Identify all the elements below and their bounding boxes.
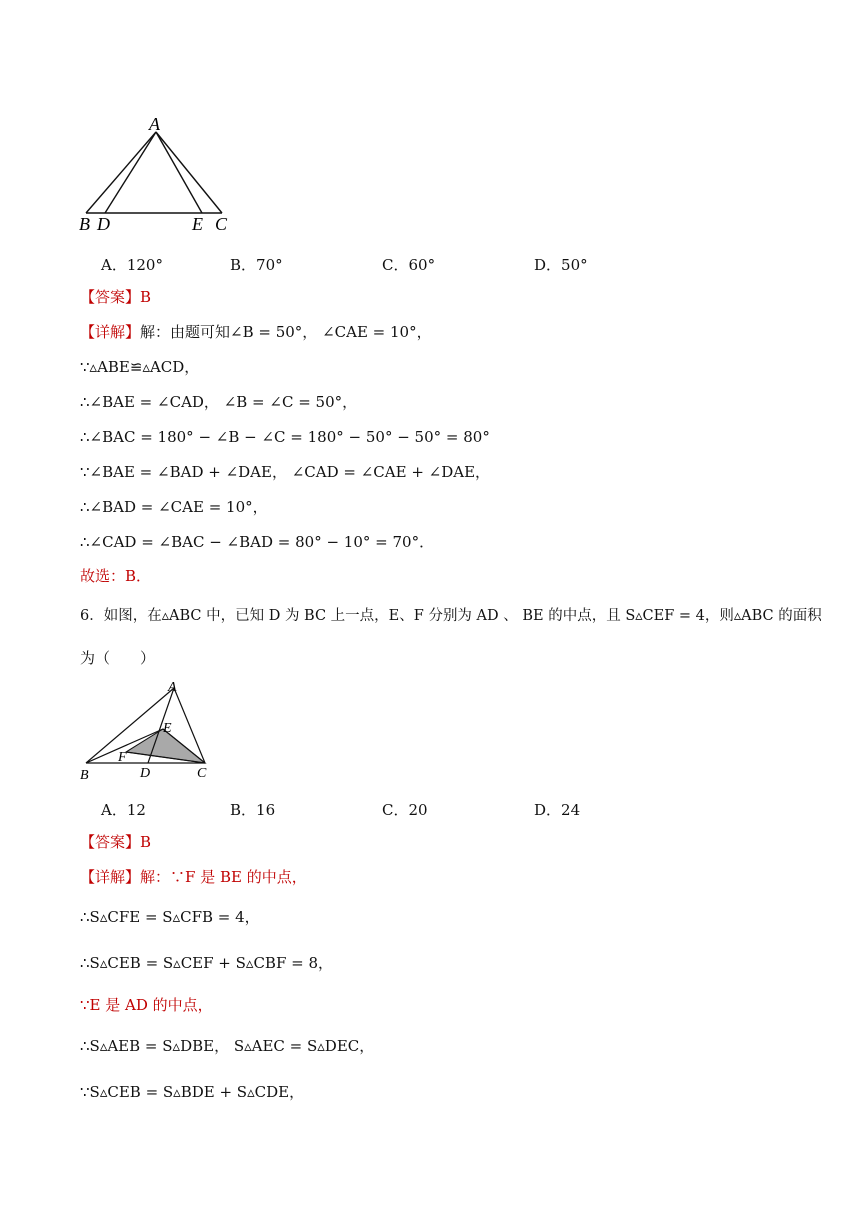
q5-detail-line-6: ∴∠CAD = ∠BAC − ∠BAD = 80° − 10° = 70°． xyxy=(80,533,435,551)
vertex-label-a: A xyxy=(168,680,177,695)
vertex-label-d: D xyxy=(97,214,110,234)
triangle-abc-figure-q6 xyxy=(74,676,224,786)
q6-detail-line-3: ∵E 是 AD 的中点， xyxy=(80,996,213,1014)
detail-tag: 【详解】 xyxy=(80,323,141,341)
option-c: C．60° xyxy=(382,256,436,274)
vertex-label-e: E xyxy=(163,721,172,736)
detail-text: 解：∵F 是 BE 的中点， xyxy=(140,868,307,886)
q6-detail-line-2: ∴S▵CEB = S▵CEF + S▵CBF = 8， xyxy=(80,954,334,972)
triangle-abc-figure-q5 xyxy=(70,110,250,235)
option-c: C．20 xyxy=(382,801,428,819)
q6-detail-line-5: ∵S▵CEB = S▵BDE + S▵CDE， xyxy=(80,1083,305,1101)
vertex-label-b: B xyxy=(79,214,90,234)
option-b: B．70° xyxy=(230,256,283,274)
detail-text: 解：由题可知∠B = 50°， ∠CAE = 10°， xyxy=(140,323,432,341)
q6-answer: 【答案】B xyxy=(80,833,152,851)
vertex-label-b: B xyxy=(80,768,89,783)
q5-detail-line-4: ∵∠BAE = ∠BAD + ∠DAE， ∠CAD = ∠CAE + ∠DAE， xyxy=(80,463,491,481)
q5-detail-line-0 xyxy=(80,322,432,342)
q6-detail-line-0 xyxy=(80,867,307,887)
vertex-label-f: F xyxy=(118,750,127,765)
vertex-label-c: C xyxy=(215,214,228,234)
vertex-label-a: A xyxy=(149,114,160,134)
vertex-label-e: E xyxy=(192,214,203,234)
q5-detail-line-5: ∴∠BAD = ∠CAE = 10°， xyxy=(80,498,268,516)
q6-stem-line-1: 6．如图，在▵ABC 中，已知 D 为 BC 上一点，E、F 分别为 AD 、 BE 的中点，且 S▵CEF = 4，则▵ABC 的面积 xyxy=(80,608,822,624)
option-a: A．120° xyxy=(101,256,163,274)
q5-detail-line-2: ∴∠BAE = ∠CAD， ∠B = ∠C = 50°， xyxy=(80,393,358,411)
vertex-label-d: D xyxy=(140,766,151,781)
q5-detail-line-1: ∵▵ABE≌▵ACD， xyxy=(80,358,200,376)
q6-detail-line-1: ∴S▵CFE = S▵CFB = 4， xyxy=(80,908,260,926)
option-b: B．16 xyxy=(230,801,276,819)
q5-conclusion: 故选：B． xyxy=(80,567,152,585)
option-d: D．24 xyxy=(534,801,581,819)
q6-stem-line-2: 为（ ） xyxy=(80,649,156,667)
detail-tag: 【详解】 xyxy=(80,868,141,886)
q6-detail-line-4: ∴S▵AEB = S▵DBE， S▵AEC = S▵DEC， xyxy=(80,1037,375,1055)
q5-detail-line-3: ∴∠BAC = 180° − ∠B − ∠C = 180° − 50° − 50° = 80° xyxy=(80,428,490,446)
q5-answer: 【答案】B xyxy=(80,288,152,306)
option-d: D．50° xyxy=(534,256,588,274)
vertex-label-c: C xyxy=(197,766,207,781)
option-a: A．12 xyxy=(101,801,146,819)
